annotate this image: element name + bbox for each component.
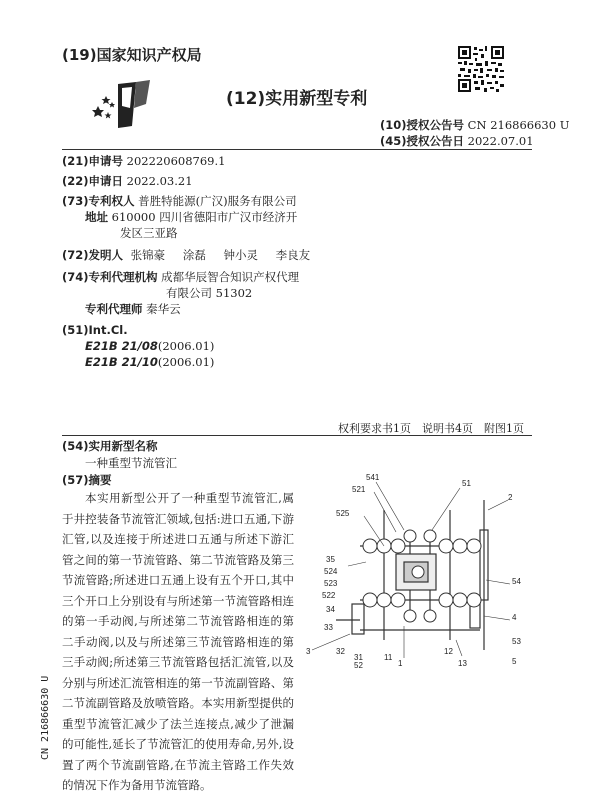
class-row	[85, 355, 214, 369]
class-version: (2006.01)	[157, 355, 215, 369]
agency-line2: 有限公司 51302	[166, 286, 253, 300]
utility-title: 一种重型节流管汇	[85, 456, 177, 470]
intcl-label: (51)Int.Cl.	[62, 323, 128, 337]
side-publication-no: CN 216866630 U	[40, 675, 51, 760]
patentee-label: (73)专利权人	[62, 194, 135, 208]
figure-label: 521	[352, 485, 366, 494]
grant-no: CN 216866630 U	[467, 118, 570, 132]
inventor: 钟小灵	[223, 248, 258, 262]
agent-label: 专利代理师	[85, 302, 143, 316]
address-row	[85, 209, 297, 225]
figure-label: 2	[508, 493, 513, 502]
figure-label: 524	[324, 567, 338, 576]
figure-label: 54	[512, 577, 521, 586]
figure-label: 32	[336, 647, 345, 656]
title-label: (54)实用新型名称	[62, 439, 158, 453]
figure-label: 1	[398, 659, 403, 668]
figure-label: 11	[384, 653, 393, 662]
address-line1: 610000 四川省德阳市广汉市经济开	[111, 210, 298, 224]
class-row	[85, 339, 214, 353]
app-no: 202220608769.1	[126, 154, 226, 168]
grant-date-label: (45)授权公告日	[380, 134, 465, 148]
grant-date: 2022.07.01	[467, 134, 534, 148]
class-version: (2006.01)	[157, 339, 215, 353]
figure-label: 522	[322, 591, 336, 600]
app-date: 2022.03.21	[126, 174, 193, 188]
pages-summary: 权利要求书1页 说明书4页 附图1页	[338, 422, 524, 435]
figure-label: 4	[512, 613, 517, 622]
class-code: E21B 21/08	[85, 339, 158, 353]
summary-divider	[62, 435, 532, 436]
qr-code	[458, 46, 504, 92]
app-no-row	[62, 153, 225, 169]
patentee-row	[62, 193, 297, 209]
abstract-figure	[300, 470, 540, 670]
address-line2: 发区三亚路	[120, 226, 178, 240]
figure-label: 3	[306, 647, 311, 656]
header-divider	[62, 149, 532, 150]
figure-label: 12	[444, 647, 453, 656]
cnipa-logo	[88, 78, 158, 130]
address-label: 地址	[85, 210, 108, 224]
figure-label: 523	[324, 579, 338, 588]
figure-label: 53	[512, 637, 521, 646]
figure-label: 13	[458, 659, 467, 668]
office-name: (19)国家知识产权局	[62, 46, 202, 64]
app-date-label: (22)申请日	[62, 174, 124, 188]
inventors-row	[62, 247, 310, 263]
class-code: E21B 21/10	[85, 355, 158, 369]
inventor: 李良友	[275, 248, 311, 262]
grant-no-row	[380, 117, 569, 133]
figure-label: 5	[512, 657, 517, 666]
figure-label: 34	[326, 605, 335, 614]
inventor: 张锦豪	[130, 248, 166, 262]
abstract-text	[62, 488, 294, 796]
abstract-label: (57)摘要	[62, 473, 112, 487]
agency-label: (74)专利代理机构	[62, 270, 158, 284]
patentee: 普胜特能源(广汉)服务有限公司	[138, 194, 297, 208]
agent-row	[85, 301, 181, 317]
inventors-label: (72)发明人	[62, 248, 124, 262]
doc-type: (12)实用新型专利	[226, 89, 368, 109]
figure-label: 31	[354, 653, 363, 662]
figure-label: 525	[336, 509, 350, 518]
grant-date-row	[380, 133, 534, 149]
app-date-row	[62, 173, 193, 189]
grant-no-label: (10)授权公告号	[380, 118, 465, 132]
figure-label: 33	[324, 623, 333, 632]
figure-label: 541	[366, 473, 380, 482]
app-no-label: (21)申请号	[62, 154, 124, 168]
agency-row	[62, 269, 299, 285]
abstract-paragraph: 本实用新型公开了一种重型节流管汇,属于井控装备节流管汇领域,包括:进口五通,下游汇管,以及连接于所述进口五通与所述下游汇管之间的第一节流管路、第二节流管路及第三节流管路;所述进口五通上设有五个开口,其中三个开口上分别设有与所述第一节流管路相连的第一手动阀,与所述第二节流管路相连的第二手动阀,以及与所述第三节流管路相连的第三手动阀;所述第三节流管路包括汇流管,以及分别与所述汇流管相连的第一节流副管路、第二节流副管路及放喷管路。本实用新型提供的重型节流管汇减少了法兰连接点,减少了泄漏的可能性,延长了节流管汇的使用寿命,另外,设置了两个节流副管路,在节流主管路工作失效的情况下作为备用节流管路。	[62, 491, 294, 792]
figure-label: 35	[326, 555, 335, 564]
figure-label: 51	[462, 479, 471, 488]
inventor: 涂磊	[182, 248, 206, 262]
figure-label: 52	[354, 661, 363, 670]
agent: 秦华云	[146, 302, 181, 316]
agency-line1: 成都华辰智合知识产权代理	[161, 270, 300, 284]
